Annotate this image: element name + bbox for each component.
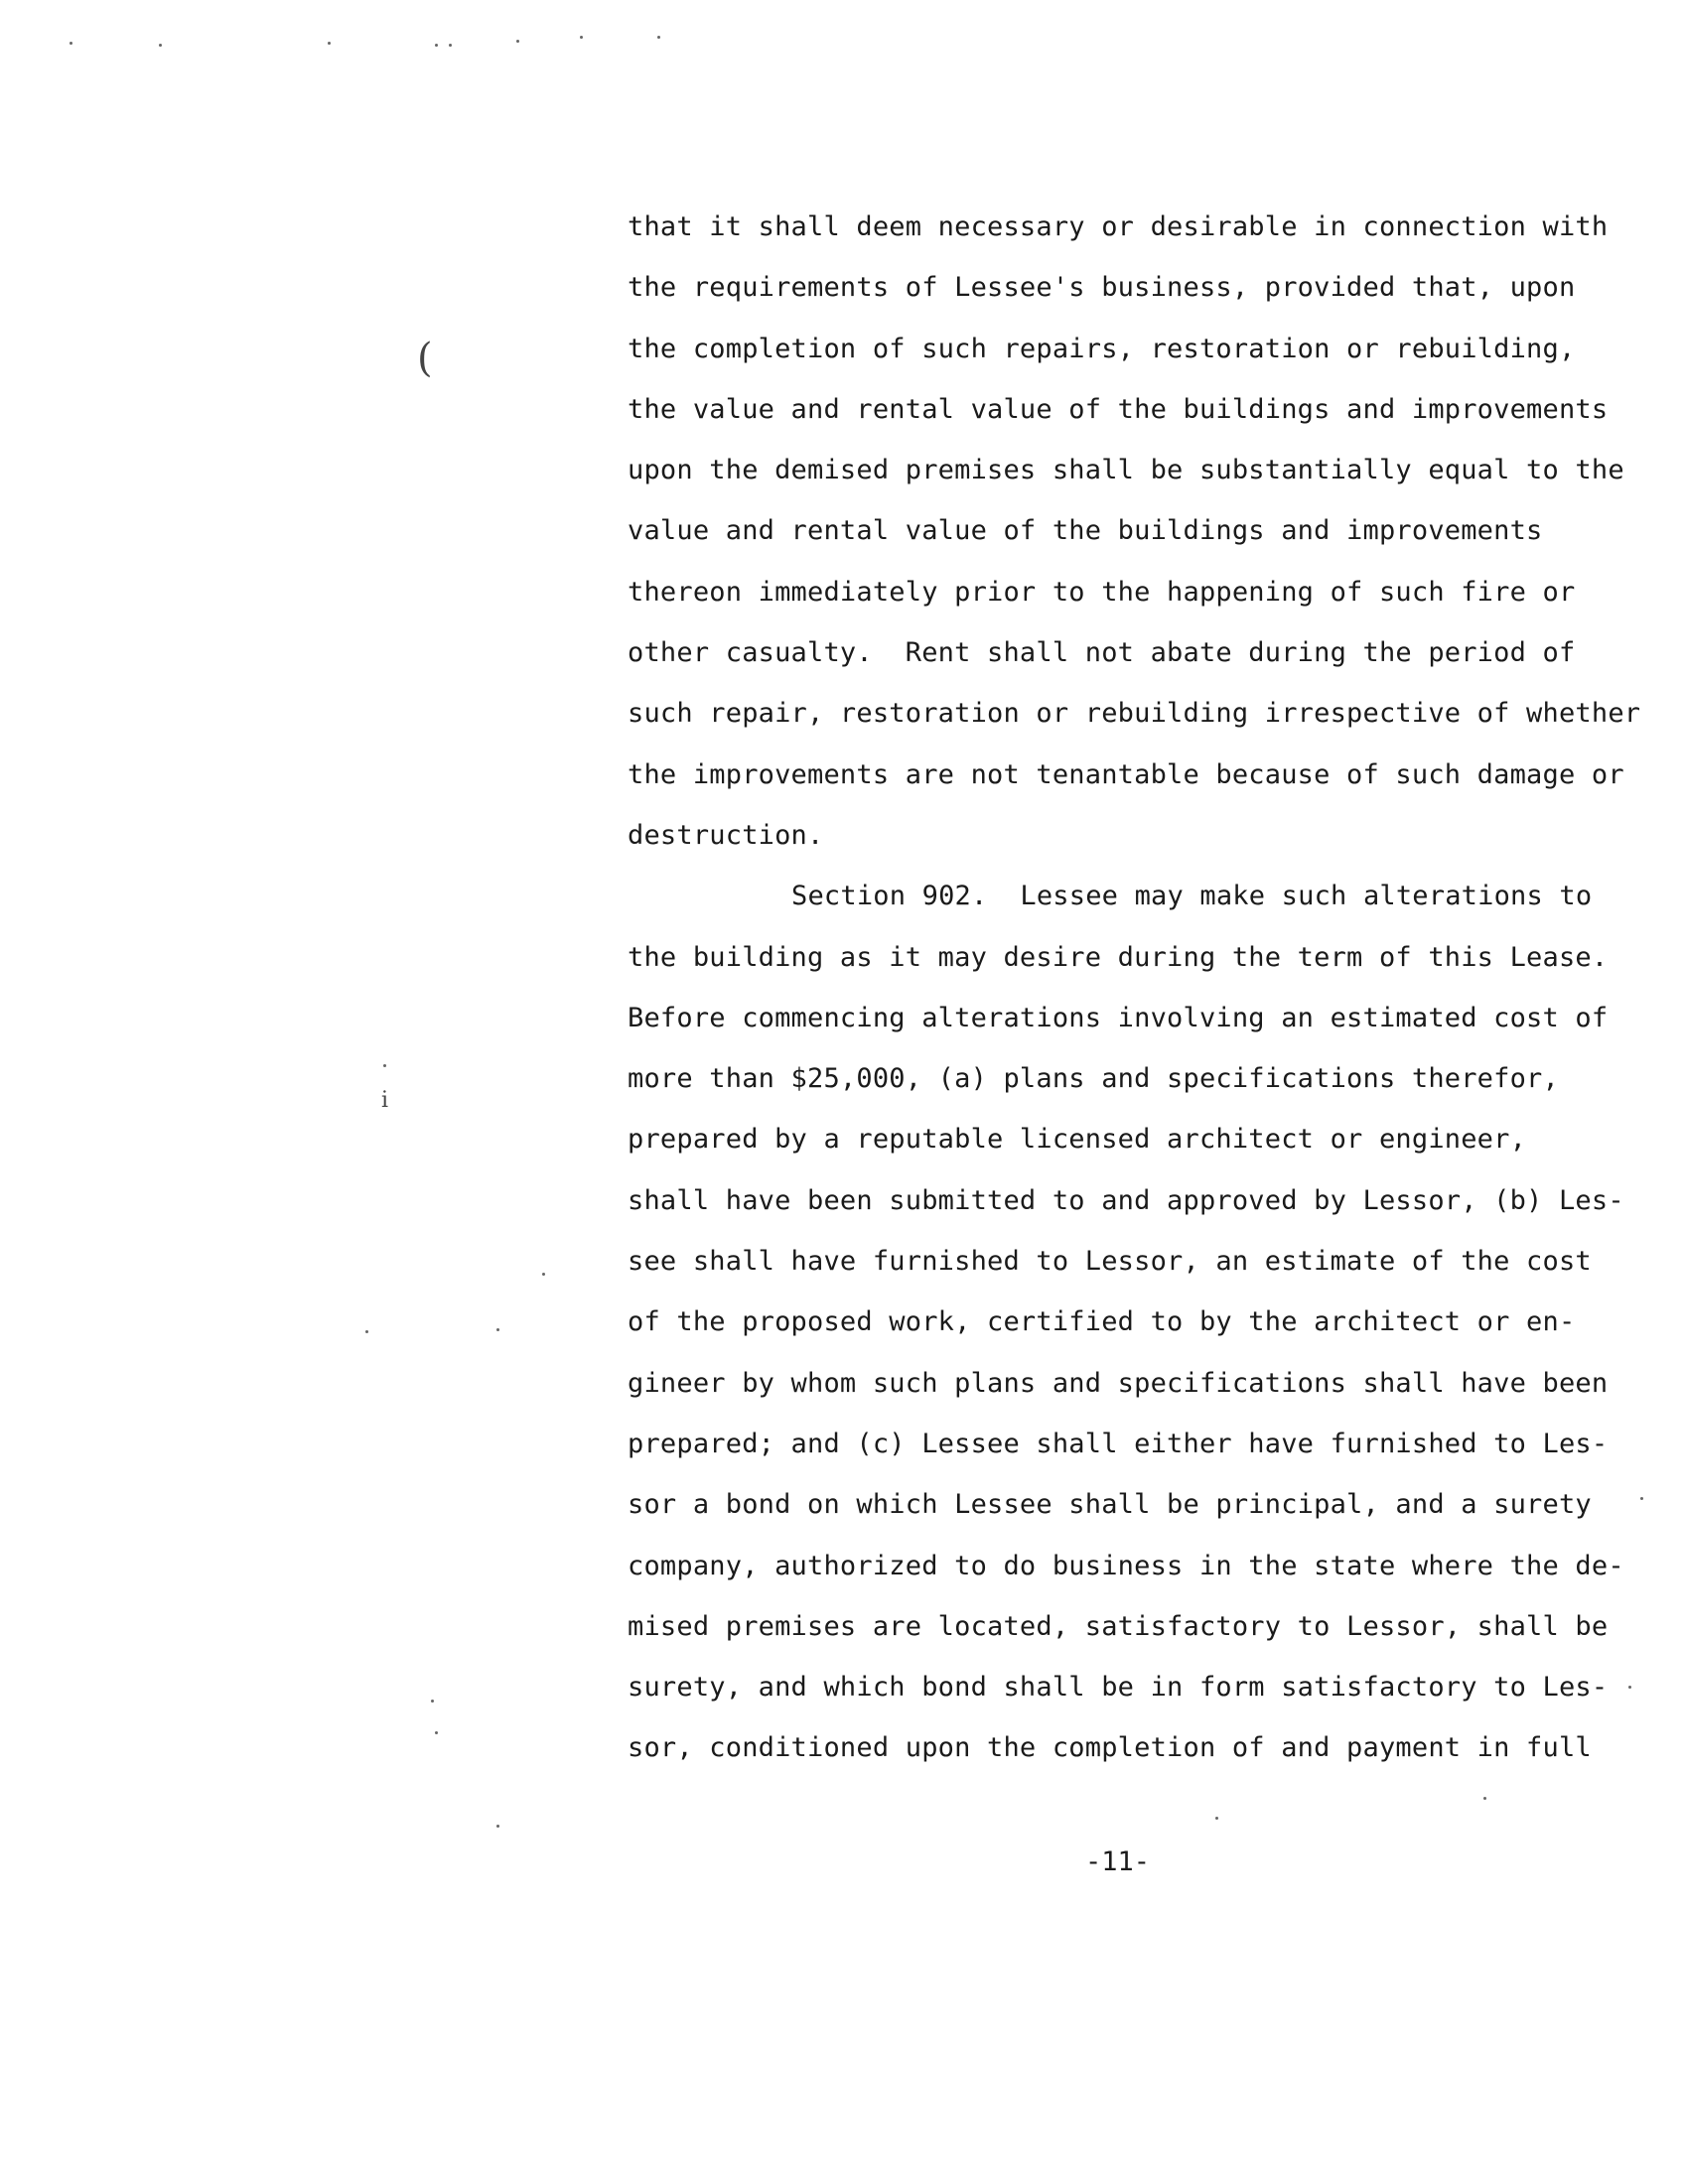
text-line: of the proposed work, certified to by the architect or en- [628, 1306, 1576, 1338]
text-line: destruction. [628, 819, 824, 851]
scan-speck [496, 1328, 499, 1331]
text-line: prepared by a reputable licensed architect or engineer, [628, 1124, 1527, 1156]
text-line: the requirements of Lessee's business, provided that, upon [628, 272, 1576, 304]
text-line: see shall have furnished to Lessor, an estimate of the cost [628, 1246, 1592, 1278]
text-line: mised premises are located, satisfactory to Lessor, shall be [628, 1610, 1609, 1642]
text-line: sor a bond on which Lessee shall be principal, and a surety [628, 1489, 1592, 1521]
scan-speck [159, 44, 162, 47]
scan-speck [580, 36, 583, 39]
text-line: the completion of such repairs, restoration or rebuilding, [628, 333, 1576, 364]
text-line: gineer by whom such plans and specifications shall have been [628, 1367, 1609, 1399]
text-line: sor, conditioned upon the completion of and payment in full [628, 1732, 1592, 1764]
tick-mark-icon: i [381, 1088, 389, 1113]
text-line: other casualty. Rent shall not abate during the period of [628, 637, 1576, 669]
scan-speck [383, 1064, 386, 1067]
page-number: -11- [1085, 1846, 1151, 1877]
scan-speck [449, 44, 452, 47]
text-line: such repair, restoration or rebuilding irrespective of whether [628, 698, 1641, 730]
text-line: shall have been submitted to and approved by Lessor, (b) Les- [628, 1184, 1624, 1216]
text-line: Before commencing alterations involving an estimated cost of [628, 1002, 1609, 1033]
text-line: more than $25,000, (a) plans and specifications therefor, [628, 1063, 1559, 1095]
text-line: prepared; and (c) Lessee shall either have furnished to Les- [628, 1428, 1609, 1459]
scan-speck [657, 36, 660, 39]
scan-speck [542, 1273, 545, 1276]
text-line: that it shall deem necessary or desirable in connection with [628, 211, 1609, 242]
scan-speck [431, 1700, 434, 1703]
section-902-heading-line: Section 902. Lessee may make such alterations to [791, 881, 1593, 912]
text-line: surety, and which bond shall be in form satisfactory to Les- [628, 1672, 1609, 1704]
text-line: the improvements are not tenantable because of such damage or [628, 758, 1624, 790]
text-line: the building as it may desire during the term of this Lease. [628, 941, 1609, 973]
bracket-mark-icon: ( [417, 336, 433, 381]
text-line: thereon immediately prior to the happening of such fire or [628, 576, 1576, 608]
scan-speck [70, 42, 72, 45]
body-text [628, 197, 1640, 1779]
text-line: the value and rental value of the buildings and improvements [628, 393, 1609, 425]
text-line: company, authorized to do business in the state where the de- [628, 1550, 1624, 1581]
scan-speck [496, 1825, 499, 1828]
text-line: upon the demised premises shall be substantially equal to the [628, 455, 1624, 486]
scan-speck [435, 1731, 438, 1734]
scan-speck [435, 44, 438, 47]
scan-speck [516, 40, 519, 43]
scan-speck [365, 1330, 368, 1333]
scan-speck [328, 42, 331, 45]
scan-speck [1640, 1497, 1643, 1500]
text-line: value and rental value of the buildings and improvements [628, 515, 1543, 547]
scan-speck [1215, 1817, 1218, 1820]
scan-speck [1483, 1797, 1486, 1800]
